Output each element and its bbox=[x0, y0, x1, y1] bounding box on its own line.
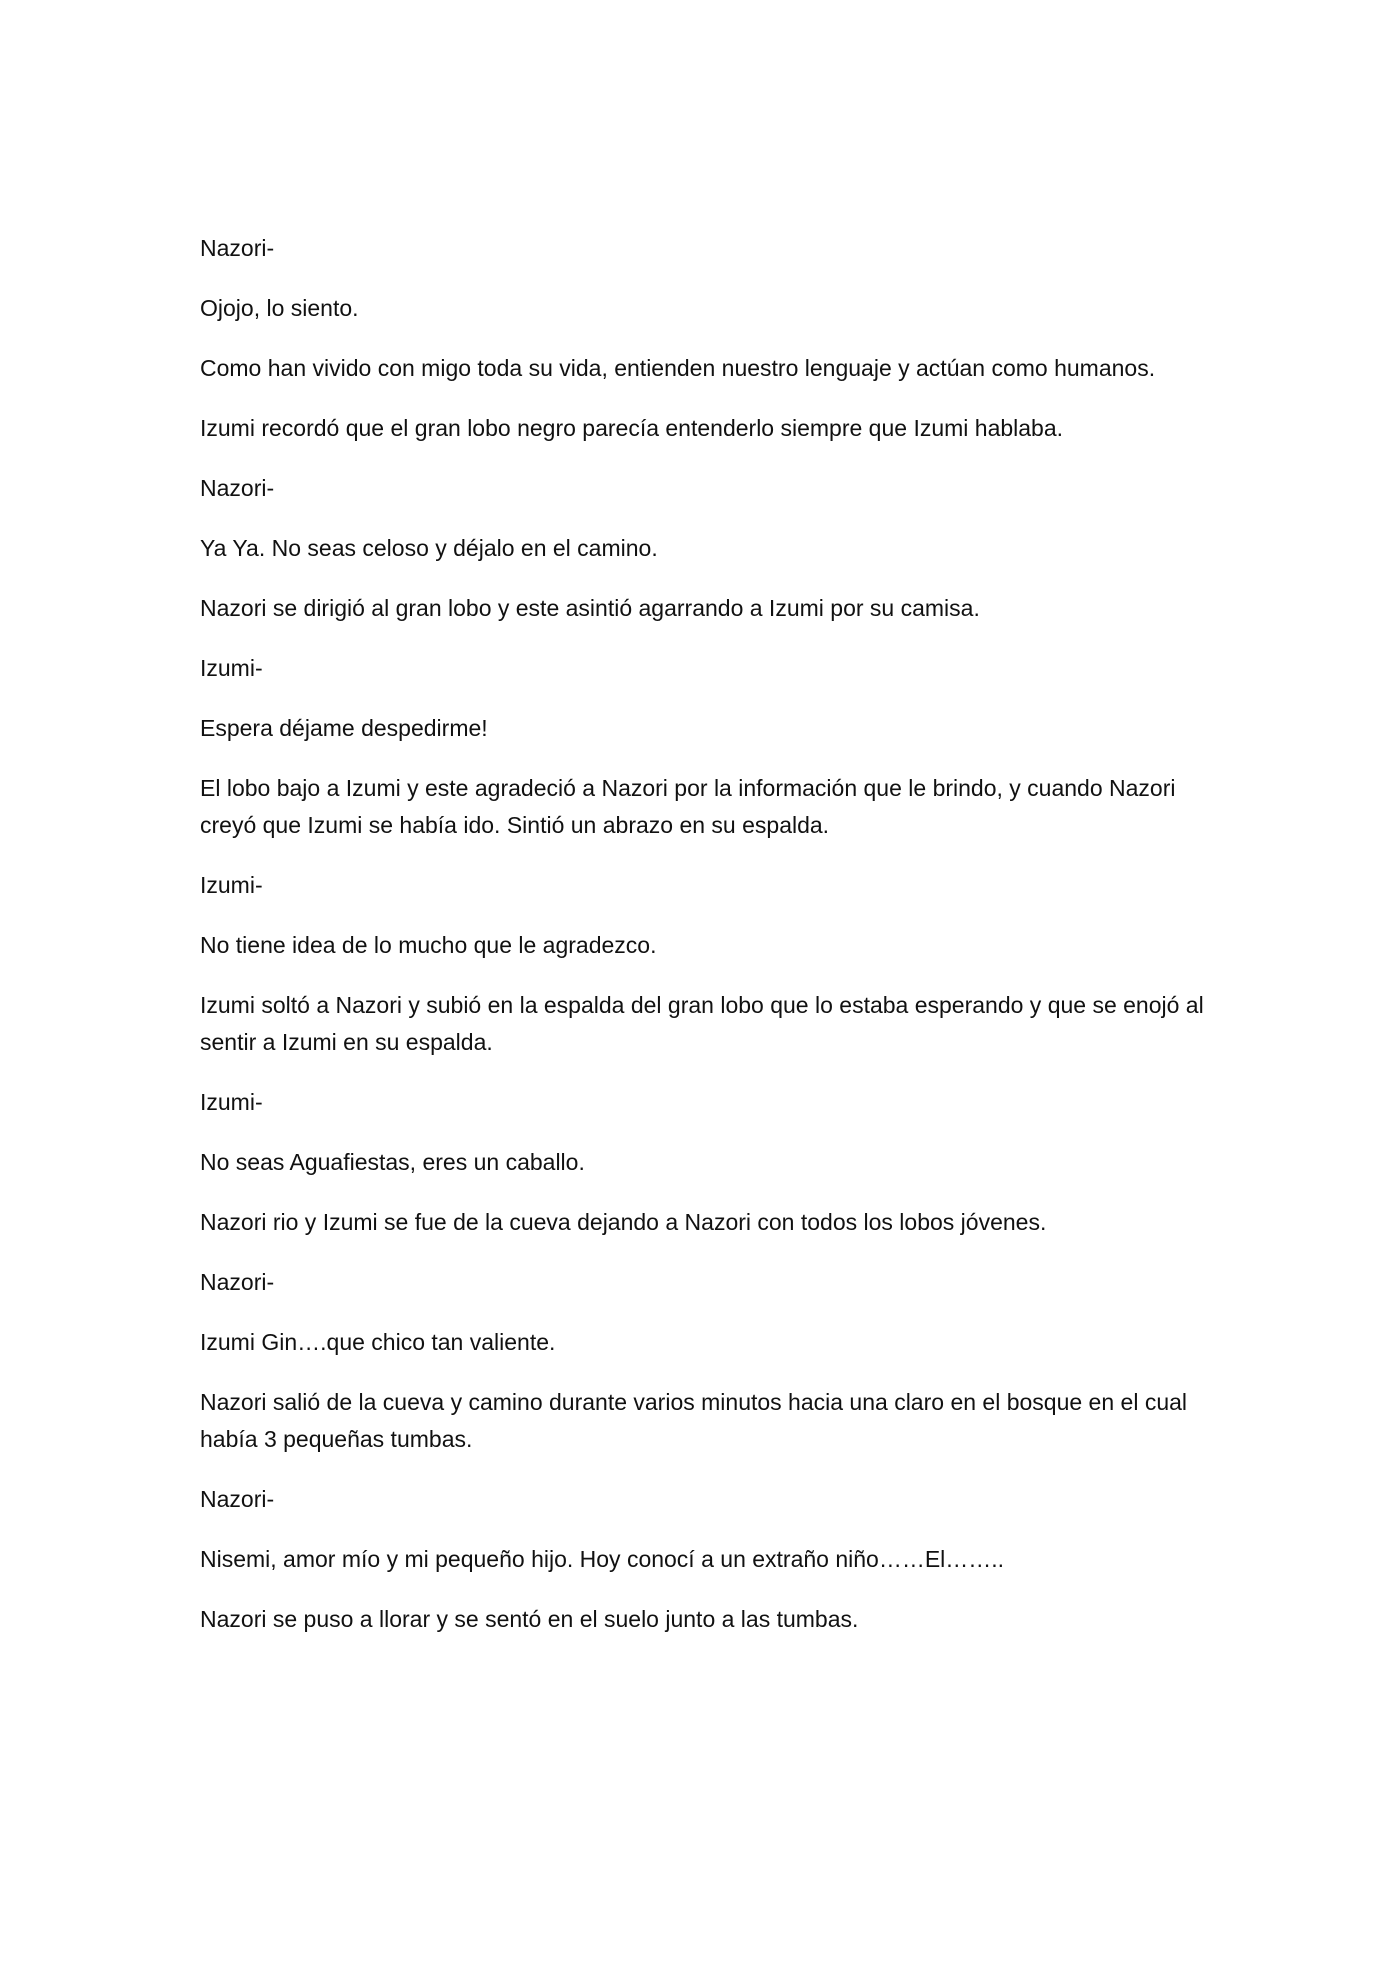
speaker-label: Izumi- bbox=[200, 872, 263, 898]
narrative-paragraph: Nazori rio y Izumi se fue de la cueva dejando a Nazori con todos los lobos jóvenes. bbox=[200, 1209, 1047, 1235]
speaker-label: Nazori- bbox=[200, 475, 275, 501]
speaker-label: Nazori- bbox=[200, 1486, 275, 1512]
narrative-paragraph: Izumi recordó que el gran lobo negro parecía entenderlo siempre que Izumi hablaba. bbox=[200, 415, 1064, 441]
speaker-label: Nazori- bbox=[200, 1269, 275, 1295]
document-body bbox=[200, 230, 1210, 1661]
narrative-paragraph: Izumi soltó a Nazori y subió en la espalda del gran lobo que lo estaba esperando y que se enojó al sentir a Izumi en su espalda. bbox=[200, 992, 1204, 1055]
speaker-label: Izumi- bbox=[200, 1089, 263, 1115]
narrative-paragraph: Nazori se puso a llorar y se sentó en el suelo junto a las tumbas. bbox=[200, 1606, 859, 1632]
narrative-paragraph: Nazori se dirigió al gran lobo y este asintió agarrando a Izumi por su camisa. bbox=[200, 595, 980, 621]
dialogue-line: Izumi Gin….que chico tan valiente. bbox=[200, 1329, 556, 1355]
narrative-paragraph: Nazori salió de la cueva y camino durante varios minutos hacia una claro en el bosque en el cual había 3 pequeñas tumbas. bbox=[200, 1389, 1188, 1452]
speaker-label: Izumi- bbox=[200, 655, 263, 681]
dialogue-line: No seas Aguafiestas, eres un caballo. bbox=[200, 1149, 585, 1175]
dialogue-line: Nisemi, amor mío y mi pequeño hijo. Hoy conocí a un extraño niño……El…….. bbox=[200, 1546, 1005, 1572]
dialogue-line: Ojojo, lo siento. bbox=[200, 295, 359, 321]
dialogue-line: Ya Ya. No seas celoso y déjalo en el camino. bbox=[200, 535, 658, 561]
dialogue-line: No tiene idea de lo mucho que le agradezco. bbox=[200, 932, 657, 958]
speaker-label: Nazori- bbox=[200, 235, 275, 261]
dialogue-line: Espera déjame despedirme! bbox=[200, 715, 488, 741]
narrative-paragraph: Como han vivido con migo toda su vida, entienden nuestro lenguaje y actúan como humanos. bbox=[200, 355, 1156, 381]
narrative-paragraph: El lobo bajo a Izumi y este agradeció a Nazori por la información que le brindo, y cuando Nazori creyó que Izumi se había ido. Sintió un abrazo en su espalda. bbox=[200, 775, 1176, 838]
